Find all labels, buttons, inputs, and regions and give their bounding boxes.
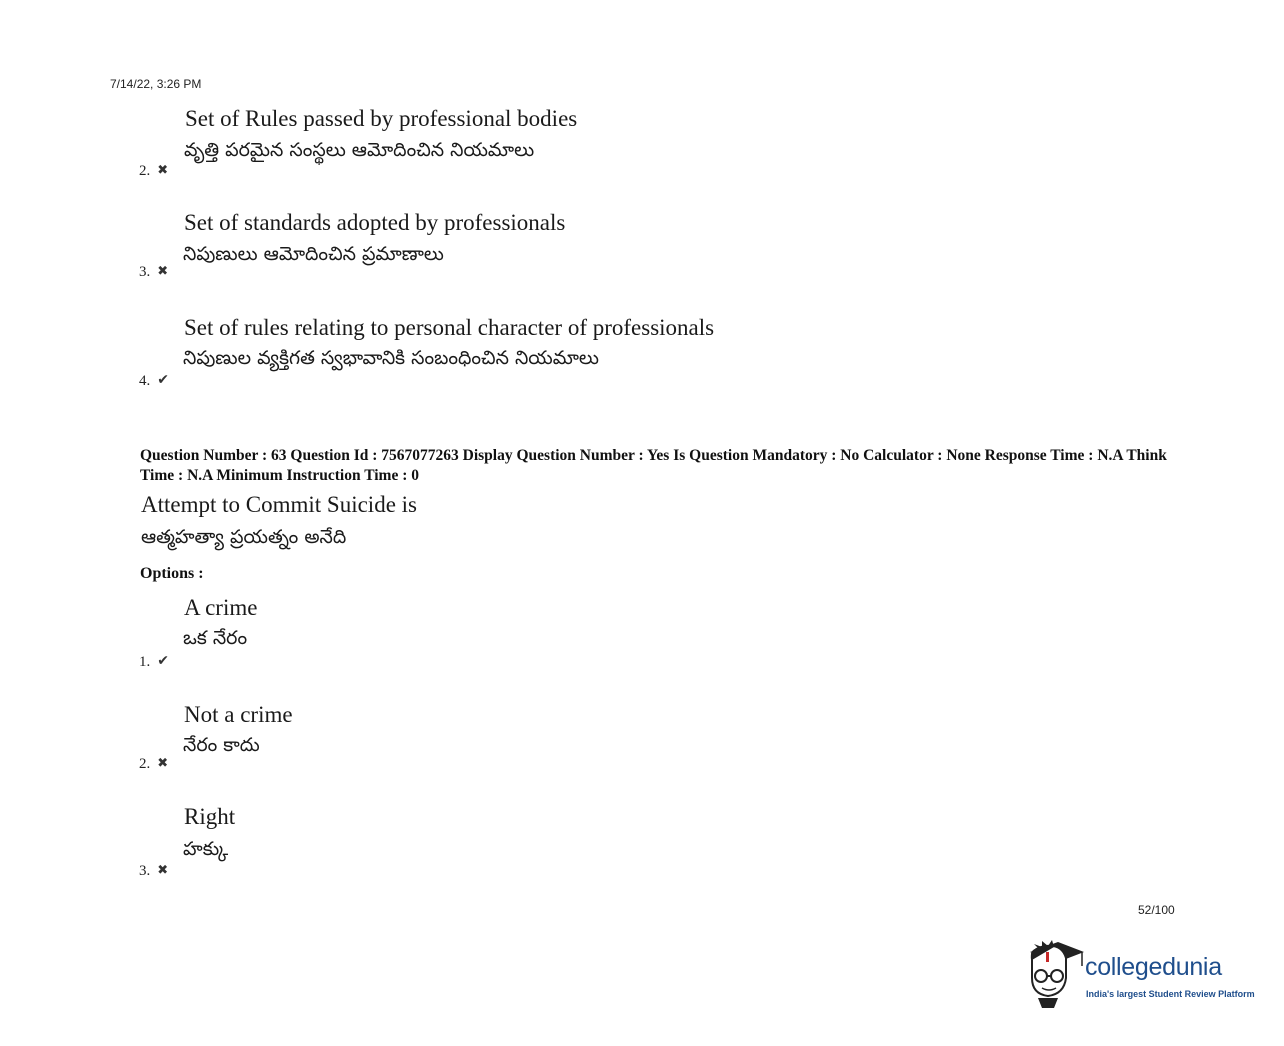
option-1-telugu: ఒక నేరం: [183, 627, 248, 649]
cross-mark-icon: ✖: [157, 863, 169, 878]
brand-tagline: India's largest Student Review Platform: [1086, 989, 1255, 999]
student-mascot-icon: [1024, 938, 1088, 1010]
prev-option-2-english: Set of Rules passed by professional bodies: [185, 106, 578, 131]
option-1-number-row: [139, 653, 169, 671]
cross-mark-icon: ✖: [157, 756, 169, 771]
prev-option-4-english: Set of rules relating to personal character of professionals: [184, 315, 715, 340]
option-number: 2.: [139, 163, 151, 179]
question-text-english: Attempt to Commit Suicide is: [141, 492, 417, 517]
check-mark-icon: ✔: [157, 653, 169, 669]
option-3-telugu: హక్కు: [183, 838, 229, 860]
prev-option-3-telugu: నిపుణులు ఆమోదించిన ప్రమాణాలు: [183, 243, 444, 265]
prev-option-3-english: Set of standards adopted by professionals: [184, 210, 566, 235]
cross-mark-icon: ✖: [157, 163, 169, 178]
cross-mark-icon: ✖: [157, 264, 169, 279]
check-mark-icon: ✔: [157, 372, 169, 388]
option-1-english: A crime: [184, 595, 258, 620]
question-metadata: Question Number : 63 Question Id : 7567077263 Display Question Number : Yes Is Question Mandatory : No Calculator : None Response Time : N.A Think Time : N.A Minimum Instruction Time : 0: [140, 447, 1167, 484]
prev-option-2-number-row: [139, 163, 168, 180]
option-number: 3.: [139, 863, 151, 879]
option-number: 1.: [139, 654, 151, 670]
options-label: Options :: [140, 565, 204, 582]
option-2-number-row: [139, 756, 168, 773]
page-number: 52/100: [1138, 903, 1175, 917]
option-number: 4.: [139, 373, 151, 389]
prev-option-2-telugu: వృత్తి పరమైన సంస్థలు ఆమోదించిన నియమాలు: [184, 139, 535, 161]
option-number: 3.: [139, 264, 151, 280]
option-2-english: Not a crime: [184, 702, 293, 727]
option-3-english: Right: [184, 804, 236, 829]
option-number: 2.: [139, 756, 151, 772]
option-3-number-row: [139, 863, 168, 880]
prev-option-4-telugu: నిపుణుల వ్యక్తిగత స్వభావానికి సంబంధించిన నియమాలు: [183, 347, 599, 369]
print-timestamp: 7/14/22, 3:26 PM: [110, 77, 202, 91]
prev-option-3-number-row: [139, 264, 168, 281]
prev-option-4-number-row: [139, 372, 169, 390]
option-2-telugu: నేరం కాదు: [183, 734, 260, 756]
brand-name: collegedunia: [1085, 953, 1222, 981]
question-text-telugu: ఆత్మహత్యా ప్రయత్నం అనేది: [141, 526, 347, 548]
